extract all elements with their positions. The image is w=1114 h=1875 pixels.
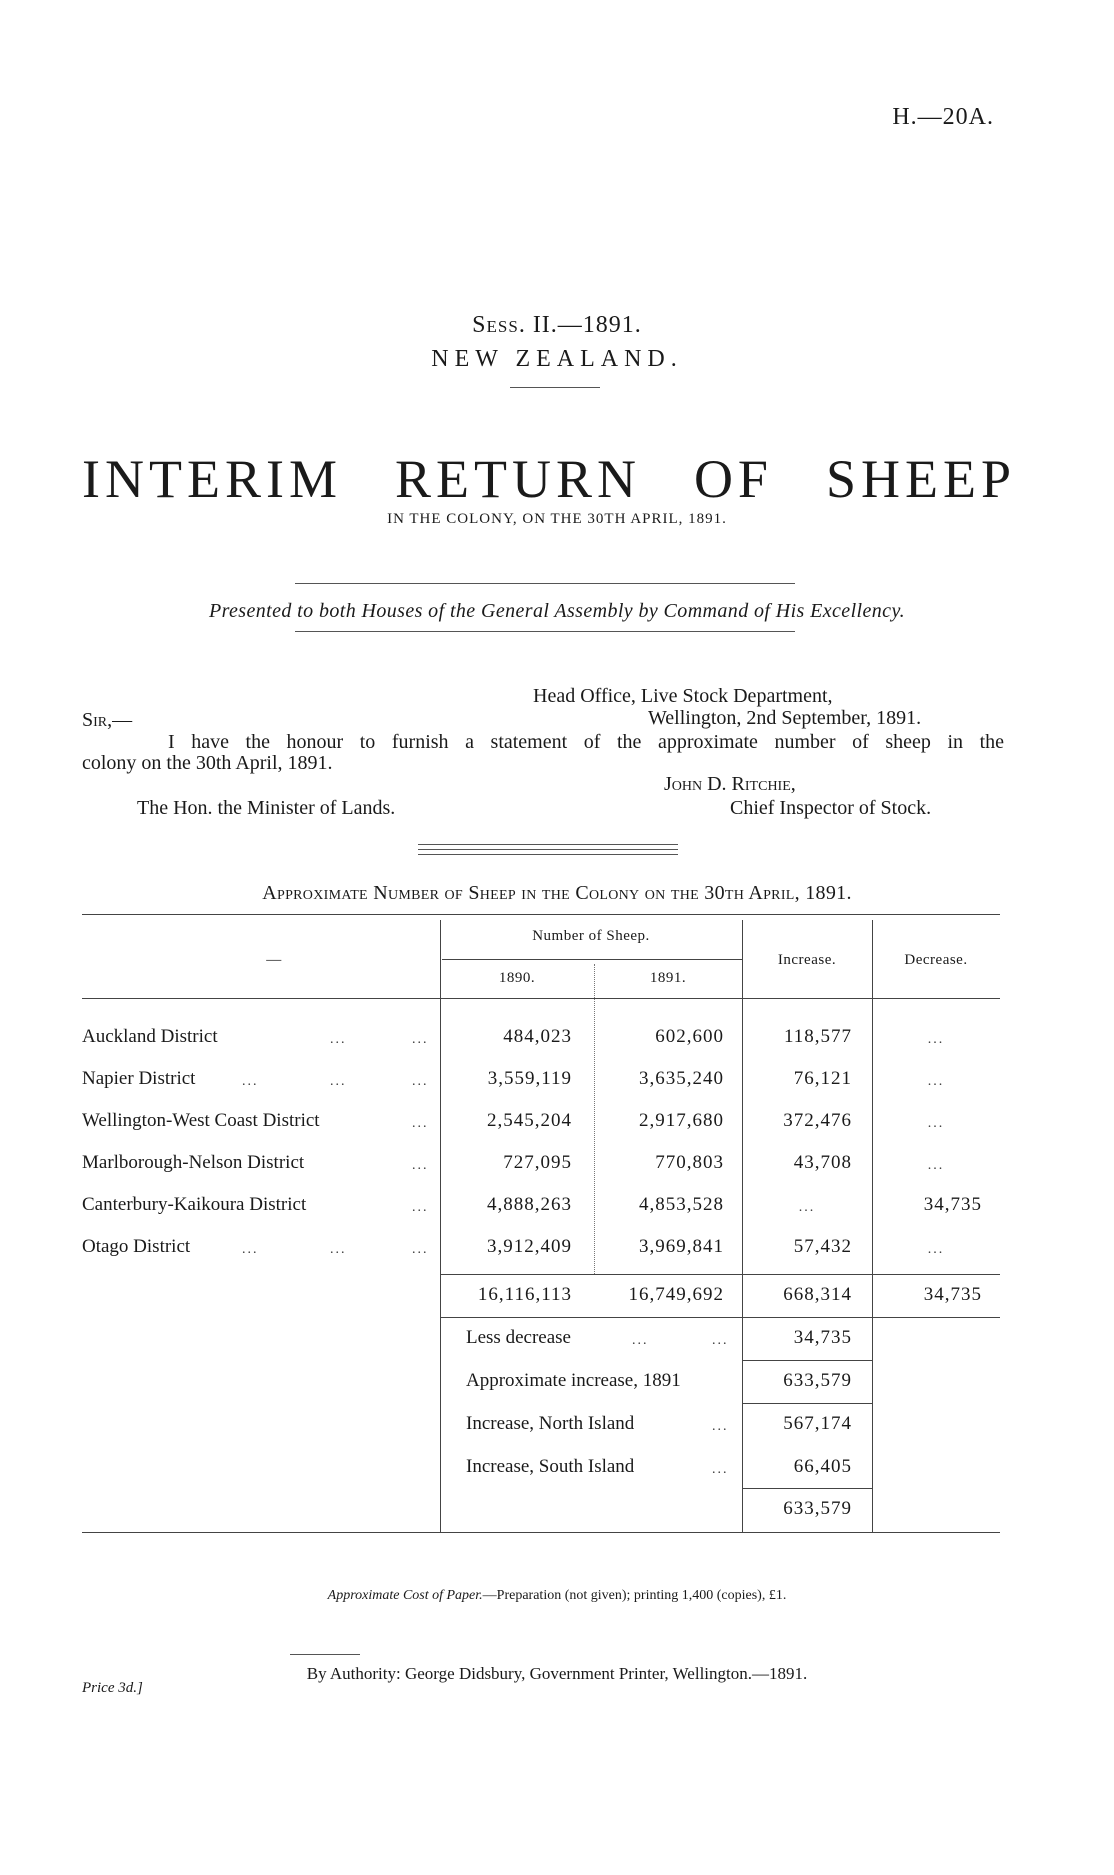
price-label: Price 3d.] bbox=[82, 1680, 143, 1696]
value-decrease: 34,735 bbox=[923, 1194, 982, 1215]
summary-rule-1 bbox=[742, 1360, 872, 1361]
title-word-4: SHEEP bbox=[825, 449, 1016, 509]
district-name: Auckland District bbox=[82, 1026, 218, 1047]
leader-dots: ... bbox=[412, 1116, 429, 1131]
value-decrease: ... bbox=[927, 1032, 945, 1047]
leader-dots: ... bbox=[242, 1074, 259, 1089]
leader-dots: ... bbox=[712, 1462, 729, 1477]
summary-label: Increase, South Island bbox=[466, 1456, 635, 1477]
title-word-2: RETURN bbox=[394, 449, 641, 509]
district-name: Otago District bbox=[82, 1236, 191, 1257]
value-1891: 3,635,240 bbox=[639, 1068, 724, 1089]
leader-dots: ... bbox=[412, 1074, 429, 1089]
country-line: NEW ZEALAND. bbox=[431, 346, 683, 372]
letter-address-1: Head Office, Live Stock Department, bbox=[533, 685, 833, 707]
vline-increase bbox=[742, 920, 743, 1532]
footer-rule bbox=[290, 1654, 360, 1655]
value-1890: 2,545,204 bbox=[487, 1110, 572, 1131]
letter-signatory-name: John D. Ritchie, bbox=[664, 773, 796, 795]
totals-top-rule bbox=[440, 1274, 1000, 1275]
value-1890: 727,095 bbox=[503, 1152, 572, 1173]
presented-rule-bottom bbox=[295, 631, 795, 632]
summary-label: Increase, North Island bbox=[466, 1413, 635, 1434]
table-top-rule bbox=[82, 914, 1000, 915]
total-1890: 16,116,113 bbox=[477, 1284, 572, 1305]
title-subtitle: IN THE COLONY, ON THE 30TH APRIL, 1891. bbox=[387, 511, 727, 527]
table-header-rule bbox=[82, 998, 1000, 999]
value-increase: ... bbox=[798, 1200, 816, 1215]
leader-dots: ... bbox=[412, 1158, 429, 1173]
header-1891: 1891. bbox=[649, 970, 687, 986]
leader-dots: ... bbox=[330, 1242, 347, 1257]
section-rule-1 bbox=[418, 844, 678, 845]
value-increase: 118,577 bbox=[783, 1026, 852, 1047]
leader-dots: ... bbox=[330, 1074, 347, 1089]
district-name: Marlborough-Nelson District bbox=[82, 1152, 305, 1173]
leader-dots: ... bbox=[632, 1333, 649, 1348]
value-1891: 4,853,528 bbox=[639, 1194, 724, 1215]
total-decrease: 34,735 bbox=[923, 1284, 982, 1305]
value-1891: 602,600 bbox=[655, 1026, 724, 1047]
summary-label: Approximate increase, 1891 bbox=[466, 1370, 681, 1391]
summary-rule-2 bbox=[742, 1403, 872, 1404]
total-1891: 16,749,692 bbox=[628, 1284, 724, 1305]
letter-body-1: I have the honour to furnish a statement of the approximate number of sheep in the bbox=[168, 731, 1004, 753]
value-1891: 770,803 bbox=[655, 1152, 724, 1173]
header-decrease: Decrease. bbox=[904, 952, 968, 968]
section-rule-3 bbox=[418, 854, 678, 855]
summary-value: 567,174 bbox=[783, 1413, 852, 1434]
title-word-1: INTERIM bbox=[82, 449, 342, 509]
header-number-of-sheep: Number of Sheep. bbox=[532, 928, 650, 944]
summary-value: 66,405 bbox=[793, 1456, 852, 1477]
value-1890: 3,559,119 bbox=[487, 1068, 572, 1089]
leader-dots: ... bbox=[412, 1242, 429, 1257]
table-title bbox=[0, 882, 1114, 905]
letter-body-2: colony on the 30th April, 1891. bbox=[82, 752, 333, 774]
value-increase: 57,432 bbox=[793, 1236, 852, 1257]
header-1890: 1890. bbox=[498, 970, 536, 986]
leader-dots: ... bbox=[242, 1242, 259, 1257]
letter-signatory-title: Chief Inspector of Stock. bbox=[730, 797, 932, 819]
district-name: Canterbury-Kaikoura District bbox=[82, 1194, 307, 1215]
value-increase: 372,476 bbox=[783, 1110, 852, 1131]
header-blank: — bbox=[266, 952, 282, 968]
cost-label: Approximate Cost of Paper. bbox=[327, 1588, 483, 1603]
presented-line: Presented to both Houses of the General Assembly by Command of His Excellency. bbox=[208, 600, 906, 622]
value-decrease: ... bbox=[927, 1158, 945, 1173]
authority-line: By Authority: George Didsbury, Government Printer, Wellington.—1891. bbox=[306, 1664, 808, 1683]
leader-dots: ... bbox=[412, 1032, 429, 1047]
number-of-sheep-rule bbox=[442, 959, 742, 960]
main-title bbox=[82, 449, 1016, 509]
value-1891: 3,969,841 bbox=[639, 1236, 724, 1257]
leader-dots: ... bbox=[712, 1333, 729, 1348]
value-decrease: ... bbox=[927, 1074, 945, 1089]
vline-decrease bbox=[872, 920, 873, 1532]
district-name: Wellington-West Coast District bbox=[82, 1110, 320, 1131]
final-total: 633,579 bbox=[783, 1498, 852, 1519]
table-title-text: Approximate Number of Sheep in the Colony on the 30th April, 1891. bbox=[262, 882, 852, 904]
total-increase: 668,314 bbox=[783, 1284, 852, 1305]
session-line: Sess. II.—1891. bbox=[472, 312, 642, 338]
summary-value: 633,579 bbox=[783, 1370, 852, 1391]
value-1890: 4,888,263 bbox=[487, 1194, 572, 1215]
totals-bottom-rule bbox=[440, 1317, 1000, 1318]
cost-of-paper bbox=[0, 1588, 1114, 1604]
letter-recipient: The Hon. the Minister of Lands. bbox=[137, 797, 396, 819]
value-increase: 76,121 bbox=[793, 1068, 852, 1089]
letter-address-2: Wellington, 2nd September, 1891. bbox=[648, 707, 922, 729]
presented-rule-top bbox=[295, 583, 795, 584]
summary-label: Less decrease bbox=[466, 1327, 571, 1348]
header-rule bbox=[510, 387, 600, 388]
title-word-3: OF bbox=[693, 449, 773, 509]
table-bottom-rule bbox=[82, 1532, 1000, 1533]
cost-text: —Preparation (not given); printing 1,400 (copies), £1. bbox=[482, 1588, 787, 1603]
summary-value: 34,735 bbox=[793, 1327, 852, 1348]
leader-dots: ... bbox=[412, 1200, 429, 1215]
value-1891: 2,917,680 bbox=[639, 1110, 724, 1131]
document-reference: H.—20A. bbox=[892, 104, 994, 130]
summary-rule-3 bbox=[742, 1488, 872, 1489]
value-increase: 43,708 bbox=[793, 1152, 852, 1173]
section-rule-2 bbox=[418, 849, 678, 850]
value-decrease: ... bbox=[927, 1242, 945, 1257]
letter-salutation: Sir,— bbox=[82, 709, 133, 731]
value-decrease: ... bbox=[927, 1116, 945, 1131]
value-1890: 484,023 bbox=[503, 1026, 572, 1047]
leader-dots: ... bbox=[712, 1419, 729, 1434]
vline-names bbox=[440, 920, 441, 1532]
header-increase: Increase. bbox=[777, 952, 837, 968]
district-name: Napier District bbox=[82, 1068, 196, 1089]
leader-dots: ... bbox=[330, 1032, 347, 1047]
value-1890: 3,912,409 bbox=[487, 1236, 572, 1257]
